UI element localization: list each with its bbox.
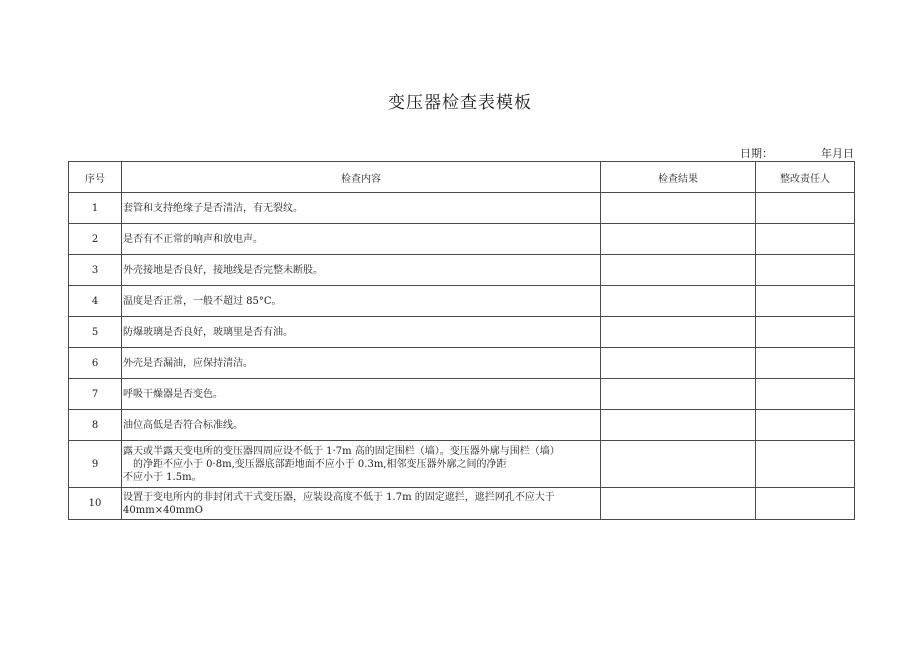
table-row (69, 193, 855, 224)
row-number: 10 (69, 488, 122, 520)
result-cell[interactable] (601, 255, 756, 286)
result-cell[interactable] (601, 193, 756, 224)
table-row (69, 224, 855, 255)
table-row (69, 441, 855, 488)
row-content: 外壳是否漏油，应保持清洁。 (122, 348, 601, 379)
header-row (69, 162, 855, 193)
person-cell[interactable] (756, 317, 855, 348)
row-content: 套管和支持绝缘子是否清洁，有无裂纹。 (122, 193, 601, 224)
table-row (69, 348, 855, 379)
header-no: 序号 (69, 162, 122, 193)
table-row (69, 317, 855, 348)
content-line: 40mm×40mmO (123, 504, 203, 516)
person-cell[interactable] (756, 193, 855, 224)
result-cell[interactable] (601, 410, 756, 441)
table-row (69, 488, 855, 520)
person-cell[interactable] (756, 410, 855, 441)
result-cell[interactable] (601, 224, 756, 255)
row-content: 外壳接地是否良好，接地线是否完整未断股。 (122, 255, 601, 286)
row-content: 防爆玻璃是否良好，玻璃里是否有油。 (122, 317, 601, 348)
row-number: 1 (69, 193, 122, 224)
result-cell[interactable] (601, 441, 756, 488)
person-cell[interactable] (756, 488, 855, 520)
row-content: 温度是否正常，一般不超过 85°C。 (122, 286, 601, 317)
person-cell[interactable] (756, 224, 855, 255)
table-row (69, 379, 855, 410)
header-content: 检查内容 (122, 162, 601, 193)
person-cell[interactable] (756, 255, 855, 286)
row-number: 6 (69, 348, 122, 379)
person-cell[interactable] (756, 348, 855, 379)
header-person: 整改责任人 (756, 162, 855, 193)
content-line: 设置于变电所内的非封闭式干式变压器，应装设高度不低于 1.7m 的固定遮拦，遮拦网孔不应大于 (123, 491, 555, 503)
result-cell[interactable] (601, 286, 756, 317)
result-cell[interactable] (601, 379, 756, 410)
table-row (69, 255, 855, 286)
row-number: 3 (69, 255, 122, 286)
table-row (69, 286, 855, 317)
header-result: 检查结果 (601, 162, 756, 193)
inspection-table (68, 161, 855, 520)
content-line: 不应小于 1.5m。 (123, 471, 202, 483)
row-number: 4 (69, 286, 122, 317)
row-number: 5 (69, 317, 122, 348)
date-value: 年月日 (821, 147, 854, 160)
row-content: 是否有不正常的响声和放电声。 (122, 224, 601, 255)
result-cell[interactable] (601, 317, 756, 348)
row-number: 2 (69, 224, 122, 255)
row-number: 7 (69, 379, 122, 410)
row-content (122, 441, 601, 488)
content-line: 露天或半露天变电所的变压器四周应设不低于 1·7m 高的固定围栏（墙）。变压器外廓与围栏（墙） (123, 445, 560, 457)
row-number: 8 (69, 410, 122, 441)
row-content: 呼吸干燥器是否变色。 (122, 379, 601, 410)
content-line: 的净距不应小于 0·8m,变压器底部距地面不应小于 0.3m,相邻变压器外廓之间的净距 (133, 458, 507, 470)
person-cell[interactable] (756, 379, 855, 410)
page-title: 变压器检查表模板 (388, 93, 532, 113)
person-cell[interactable] (756, 441, 855, 488)
row-content: 油位高低是否符合标准线。 (122, 410, 601, 441)
result-cell[interactable] (601, 488, 756, 520)
date-label: 日期： (740, 147, 773, 160)
row-content (122, 488, 601, 520)
person-cell[interactable] (756, 286, 855, 317)
row-number: 9 (69, 441, 122, 488)
result-cell[interactable] (601, 348, 756, 379)
table-row (69, 410, 855, 441)
